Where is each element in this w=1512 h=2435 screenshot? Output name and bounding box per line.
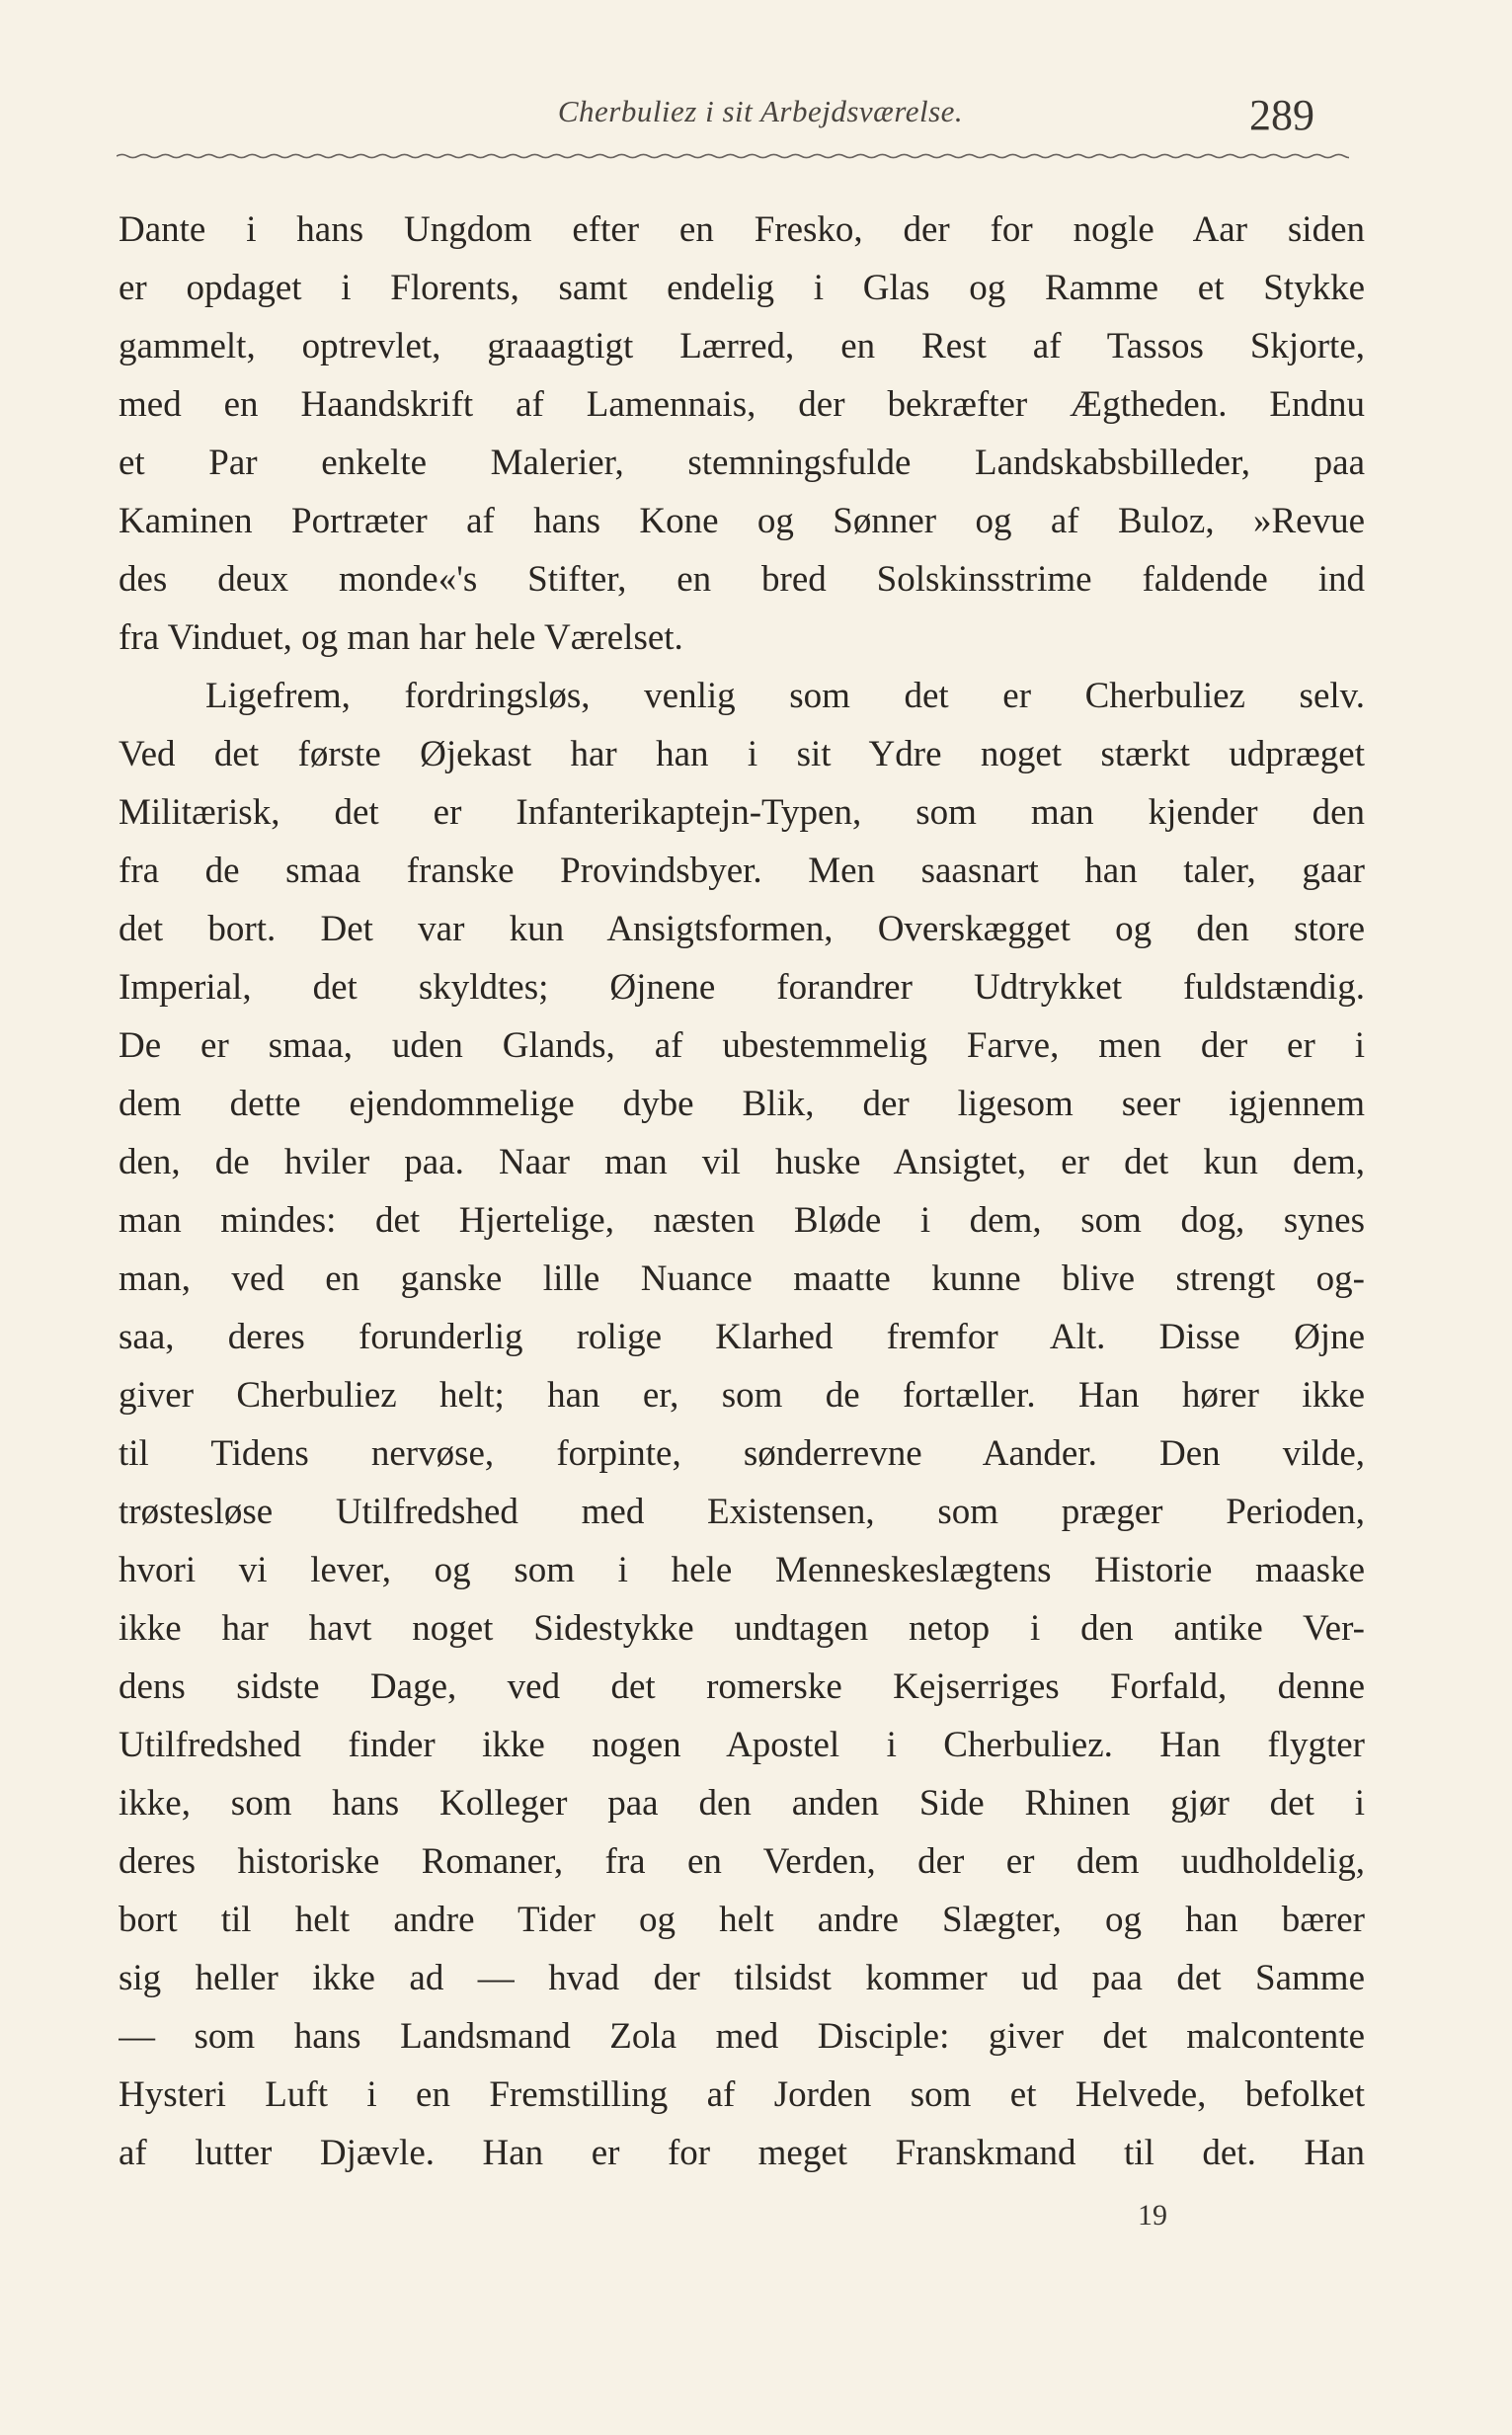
signature-mark: 19 [1138, 2199, 1167, 2232]
text-line: ikke har havt noget Sidestykke undtagen netop i den antike Ver- [119, 1608, 1365, 1649]
text-line: giver Cherbuliez helt; han er, som de fortæller. Han hører ikke [119, 1375, 1365, 1416]
text-line: man mindes: det Hjertelige, næsten Bløde i dem, som dog, synes [119, 1200, 1365, 1241]
text-line: hvori vi lever, og som i hele Menneskeslægtens Historie maaske [119, 1550, 1365, 1590]
text-line: Hysteri Luft i en Fremstilling af Jorden som et Helvede, befolket [119, 2074, 1365, 2115]
text-line-paragraph-start: Ligefrem, fordringsløs, venlig som det er Cherbuliez selv. [205, 676, 1365, 716]
text-line: bort til helt andre Tider og helt andre Slægter, og han bærer [119, 1900, 1365, 1940]
text-line: Dante i hans Ungdom efter en Fresko, der for nogle Aar siden [119, 209, 1365, 250]
text-line: det bort. Det var kun Ansigtsformen, Overskægget og den store [119, 909, 1365, 949]
text-line: af lutter Djævle. Han er for meget Franskmand til det. Han [119, 2133, 1365, 2173]
text-line: Militærisk, det er Infanterikaptejn-Typen, som man kjender den [119, 792, 1365, 833]
text-line: dens sidste Dage, ved det romerske Kejserriges Forfald, denne [119, 1666, 1365, 1707]
wavy-rule-icon [117, 148, 1349, 164]
text-line: saa, deres forunderlig rolige Klarhed fremfor Alt. Disse Øjne [119, 1317, 1365, 1357]
text-line: et Par enkelte Malerier, stemningsfulde Landskabsbilleder, paa [119, 443, 1365, 483]
text-line: dem dette ejendommelige dybe Blik, der ligesom seer igjennem [119, 1084, 1365, 1124]
text-line: — som hans Landsmand Zola med Disciple: giver det malcontente [119, 2016, 1365, 2057]
text-line: den, de hviler paa. Naar man vil huske Ansigtet, er det kun dem, [119, 1142, 1365, 1182]
text-line: fra de smaa franske Provindsbyer. Men saasnart han taler, gaar [119, 851, 1365, 891]
text-line: er opdaget i Florents, samt endelig i Glas og Ramme et Stykke [119, 268, 1365, 308]
text-line: man, ved en ganske lille Nuance maatte kunne blive strengt og- [119, 1258, 1365, 1299]
text-line-paragraph-end: fra Vinduet, og man har hele Værelset. [119, 617, 683, 658]
text-line: gammelt, optrevlet, graaagtigt Lærred, en Rest af Tassos Skjorte, [119, 326, 1365, 366]
text-line: sig heller ikke ad — hvad der tilsidst kommer ud paa det Samme [119, 1958, 1365, 1998]
body-text [119, 201, 1365, 2182]
text-line: Kaminen Portræter af hans Kone og Sønner og af Buloz, »Revue [119, 501, 1365, 541]
text-line: Ved det første Øjekast har han i sit Ydre noget stærkt udpræget [119, 734, 1365, 774]
text-line: deres historiske Romaner, fra en Verden, der er dem uudholdelig, [119, 1841, 1365, 1882]
text-line: trøstesløse Utilfredshed med Existensen, som præger Perioden, [119, 1492, 1365, 1532]
text-line: til Tidens nervøse, forpinte, sønderrevne Aander. Den vilde, [119, 1433, 1365, 1474]
wavy-rule-ornament [117, 148, 1349, 164]
text-line: ikke, som hans Kolleger paa den anden Side Rhinen gjør det i [119, 1783, 1365, 1824]
text-line: des deux monde«'s Stifter, en bred Solskinsstrime faldende ind [119, 559, 1365, 600]
text-line: med en Haandskrift af Lamennais, der bekræfter Ægtheden. Endnu [119, 384, 1365, 425]
text-line: De er smaa, uden Glands, af ubestemmelig Farve, men der er i [119, 1025, 1365, 1066]
text-line: Utilfredshed finder ikke nogen Apostel i Cherbuliez. Han flygter [119, 1725, 1365, 1765]
running-title: Cherbuliez i sit Arbejdsværelse. [557, 94, 964, 128]
page-number: 289 [1249, 91, 1314, 139]
text-line: Imperial, det skyldtes; Øjnene forandrer Udtrykket fuldstændig. [119, 967, 1365, 1008]
